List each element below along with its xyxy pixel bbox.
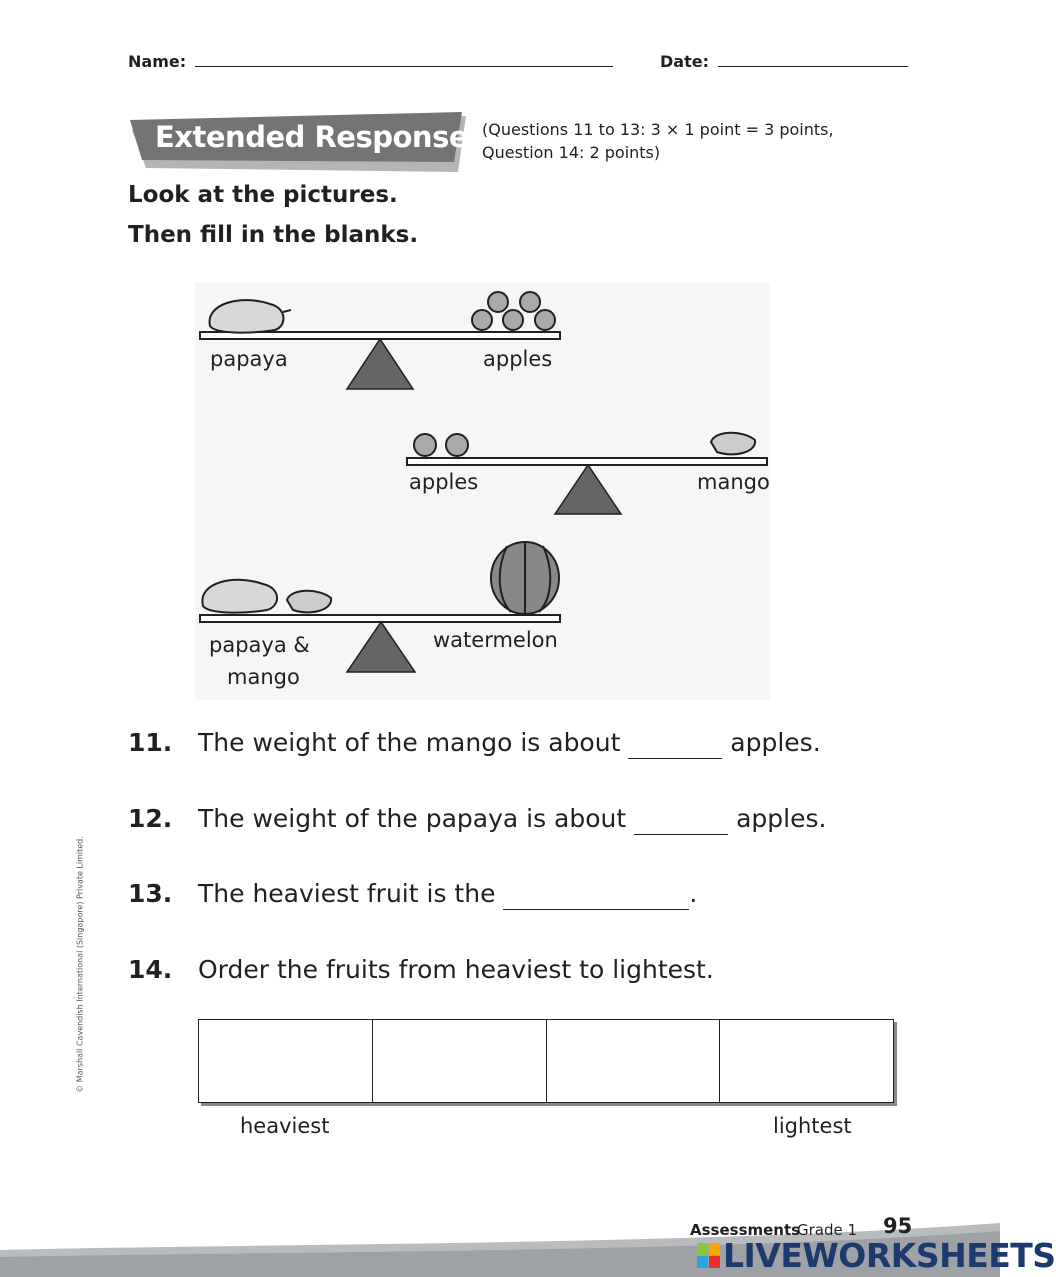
section-title: Extended Response [155, 120, 468, 154]
question-suffix: apples. [736, 804, 827, 833]
date-field[interactable] [718, 66, 908, 67]
name-field[interactable] [195, 66, 613, 67]
question-number: 12. [128, 804, 173, 833]
label-watermelon: watermelon [433, 628, 558, 652]
label-apples: apples [409, 470, 479, 494]
name-label: Name: [128, 52, 187, 71]
seesaw-1 [200, 292, 560, 389]
label-apples: apples [483, 347, 553, 371]
liveworksheets-brand: LIVEWORKSHEETS [723, 1236, 1056, 1275]
question-text: The heaviest fruit is the [198, 879, 496, 908]
question-number: 13. [128, 879, 173, 908]
watermelon-icon [491, 542, 559, 614]
lightest-label: lightest [773, 1114, 852, 1138]
label-papaya-and: papaya & [209, 633, 310, 657]
papaya-icon [210, 300, 291, 333]
label-papaya: papaya [210, 347, 288, 371]
balance-illustration [195, 282, 770, 700]
page-number: 95 [883, 1214, 913, 1238]
question-text: The weight of the mango is about [198, 728, 621, 757]
papaya-icon [202, 580, 277, 613]
points-line-2: Question 14: 2 points) [482, 143, 661, 162]
instruction-1: Look at the pictures. [128, 182, 398, 208]
points-note [482, 118, 834, 164]
question-number: 11. [128, 728, 173, 757]
question-text: Order the fruits from heaviest to lightest. [198, 955, 714, 984]
copyright-notice: © Marshall Cavendish International (Singapore) Private Limited. [75, 836, 85, 1093]
order-box-2[interactable] [373, 1020, 547, 1102]
liveworksheets-logo-icon [697, 1243, 721, 1269]
answer-11-input[interactable] [628, 734, 722, 759]
order-box-3[interactable] [547, 1020, 721, 1102]
question-number: 14. [128, 955, 173, 984]
footer-section: Assessments [690, 1221, 801, 1239]
apples-icon [472, 292, 555, 330]
label-mango: mango [697, 470, 770, 494]
footer-grade: Grade 1 [797, 1221, 858, 1239]
order-box-1[interactable] [199, 1020, 373, 1102]
points-line-1: (Questions 11 to 13: 3 × 1 point = 3 points, [482, 120, 834, 139]
order-box-4[interactable] [720, 1020, 893, 1102]
question-text: The weight of the papaya is about [198, 804, 627, 833]
date-label: Date: [660, 52, 709, 71]
answer-13-input[interactable] [503, 885, 689, 910]
order-boxes [198, 1019, 894, 1103]
mango-icon [287, 591, 331, 613]
apples-icon [414, 434, 468, 456]
answer-12-input[interactable] [634, 810, 728, 835]
question-suffix: . [689, 879, 698, 908]
label-mango: mango [227, 665, 300, 689]
instruction-2: Then fill in the blanks. [128, 222, 419, 248]
question-suffix: apples. [730, 728, 821, 757]
heaviest-label: heaviest [240, 1114, 330, 1138]
mango-icon [711, 433, 755, 455]
